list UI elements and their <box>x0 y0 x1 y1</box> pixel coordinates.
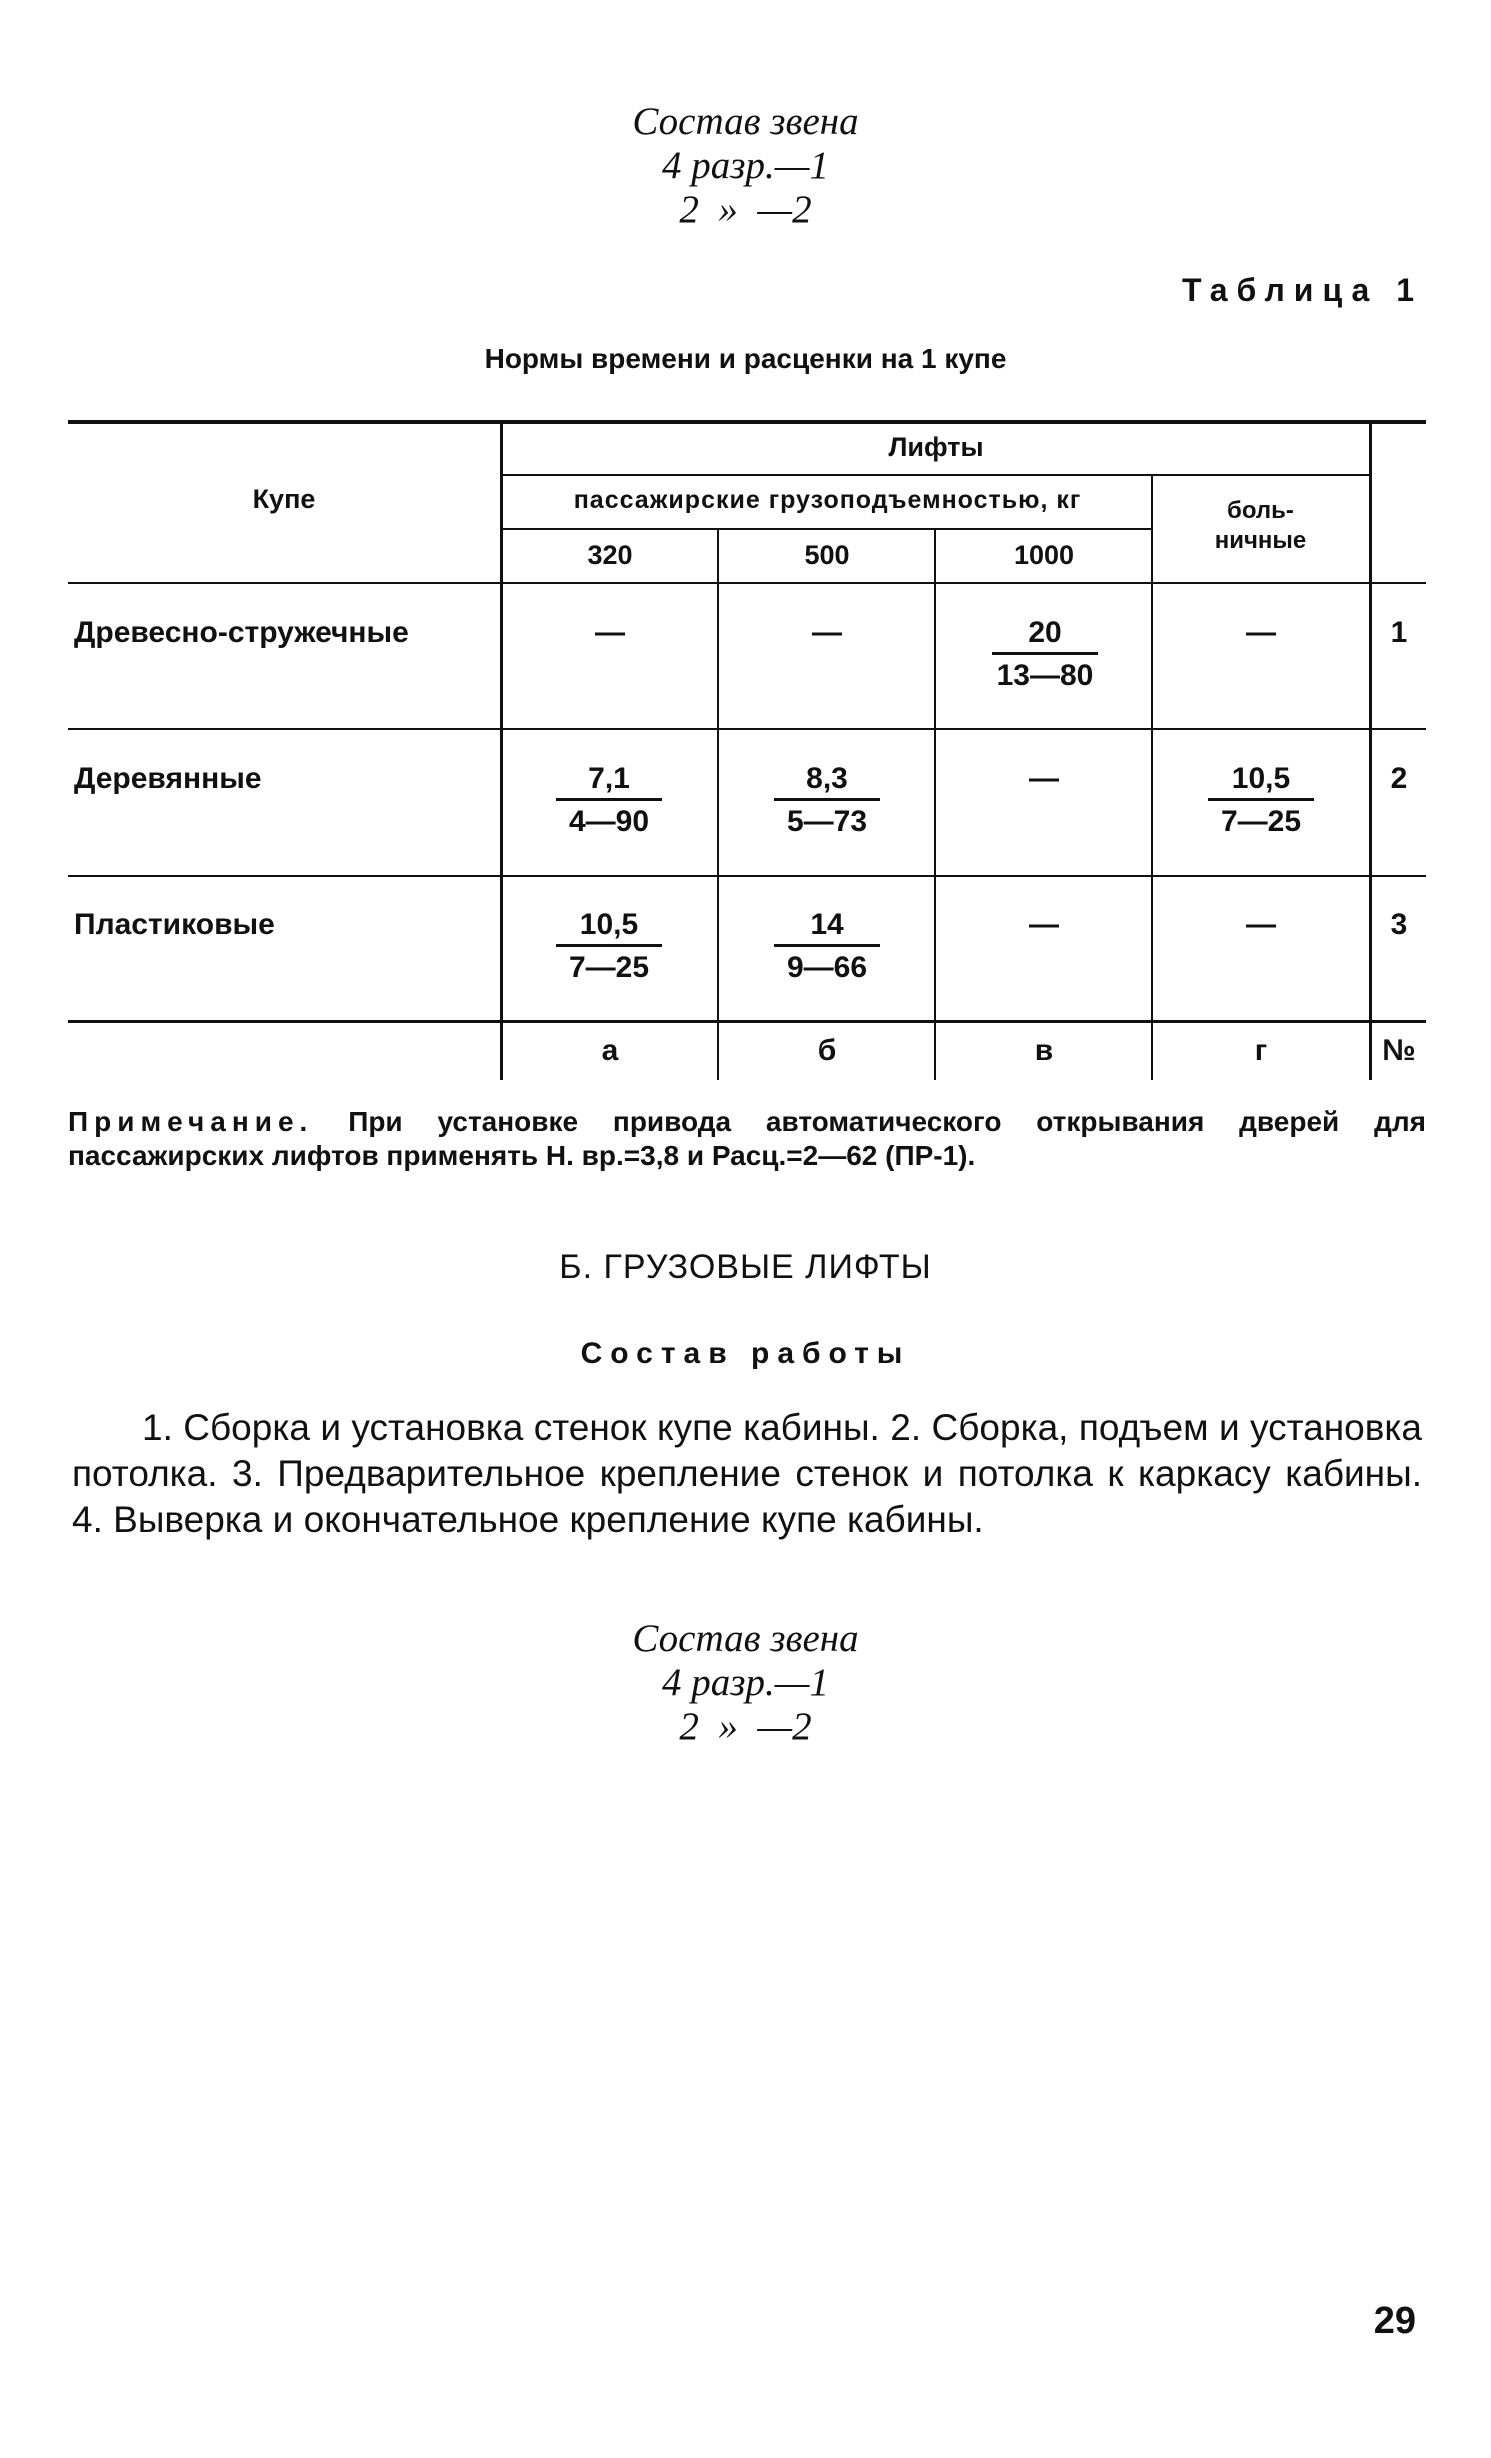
header-passenger-capacity: пассажирские грузоподъемностью, кг <box>573 486 1082 514</box>
work-composition-title: Состав работы <box>580 1337 911 1370</box>
table-row-rule <box>68 728 1426 730</box>
crew-line-2: 2 » —2 <box>679 1705 812 1748</box>
rate: 5—73 <box>786 805 868 838</box>
norm-fraction <box>556 762 662 839</box>
column-letter: а <box>601 1034 619 1067</box>
norms-table <box>68 420 1426 1080</box>
crew-composition-top <box>0 100 1491 232</box>
rate: 4—90 <box>568 805 650 838</box>
norm-fraction <box>992 616 1098 693</box>
header-lifts: Лифты <box>888 432 984 462</box>
table-col-rule <box>934 528 936 1080</box>
row-name: Древесно-стружечные <box>74 616 409 649</box>
cell-empty: — <box>1246 616 1276 649</box>
crew-line-1: 4 разр.—1 <box>662 144 829 187</box>
table-col-rule <box>1369 420 1372 1080</box>
table-col-rule <box>717 528 719 1080</box>
header-capacity-320: 320 <box>587 540 633 570</box>
page-number: 29 <box>1373 2300 1416 2342</box>
norm-fraction <box>774 762 880 839</box>
norm-time: 8,3 <box>774 762 880 801</box>
cell-empty: — <box>1029 908 1059 941</box>
crew-title: Состав звена <box>632 1617 859 1660</box>
norm-time: 7,1 <box>556 762 662 801</box>
cell-empty: — <box>812 616 842 649</box>
section-heading: Б. ГРУЗОВЫЕ ЛИФТЫ <box>559 1248 932 1286</box>
column-letter: в <box>1034 1034 1054 1067</box>
norm-time: 10,5 <box>1208 762 1314 801</box>
table-number: Таблица 1 <box>1181 272 1423 308</box>
cell-empty: — <box>1246 908 1276 941</box>
crew-title: Состав звена <box>632 100 859 143</box>
column-letter: б <box>817 1034 837 1067</box>
table-rule <box>502 474 1370 476</box>
norm-fraction <box>774 908 880 985</box>
row-number: 3 <box>1390 908 1408 941</box>
rate: 7—25 <box>1220 805 1302 838</box>
row-name: Деревянные <box>74 762 262 795</box>
table-rule <box>502 528 1153 530</box>
table-note <box>68 1105 1426 1173</box>
rate: 7—25 <box>568 951 650 984</box>
table-header-bottom-rule <box>68 582 1426 584</box>
table-row-rule <box>68 875 1426 877</box>
row-number: 1 <box>1390 616 1408 649</box>
crew-line-2: 2 » —2 <box>679 188 812 231</box>
header-hospital: боль-ничные <box>1214 497 1307 554</box>
table-title: Нормы времени и расценки на 1 купе <box>484 343 1007 374</box>
column-number-sign: № <box>1382 1034 1416 1067</box>
header-kupe: Купе <box>252 484 316 514</box>
header-capacity-1000: 1000 <box>1013 540 1075 570</box>
norm-fraction <box>1208 762 1314 839</box>
cell-empty: — <box>1029 762 1059 795</box>
rate: 13—80 <box>996 659 1094 692</box>
work-composition-text: 1. Сборка и установка стенок купе кабины. 2. Сборка, подъем и установка потолка. 3. Предварительное крепление стенок и потолка к каркасу кабины. 4. Выверка и окончательное крепление купе кабины. <box>72 1407 1422 1540</box>
norm-time: 14 <box>774 908 880 947</box>
norm-fraction <box>556 908 662 985</box>
row-name: Пластиковые <box>74 908 275 941</box>
note-lead: Примечание. <box>68 1106 314 1137</box>
table-top-rule <box>68 420 1426 424</box>
norm-time: 10,5 <box>556 908 662 947</box>
table-row-rule <box>68 1020 1426 1023</box>
cell-empty: — <box>595 616 625 649</box>
crew-composition-bottom <box>0 1617 1491 1749</box>
crew-line-1: 4 разр.—1 <box>662 1661 829 1704</box>
rate: 9—66 <box>786 951 868 984</box>
note-text: При установке привода автоматического открывания дверей для пассажирских лифтов применять Н. вр.=3,8 и Расц.=2—62 (ПР-1). <box>68 1106 1426 1171</box>
row-number: 2 <box>1390 762 1408 795</box>
table-col-rule <box>500 420 503 1080</box>
norm-time: 20 <box>992 616 1098 655</box>
header-capacity-500: 500 <box>804 540 850 570</box>
column-letter: г <box>1254 1034 1268 1067</box>
